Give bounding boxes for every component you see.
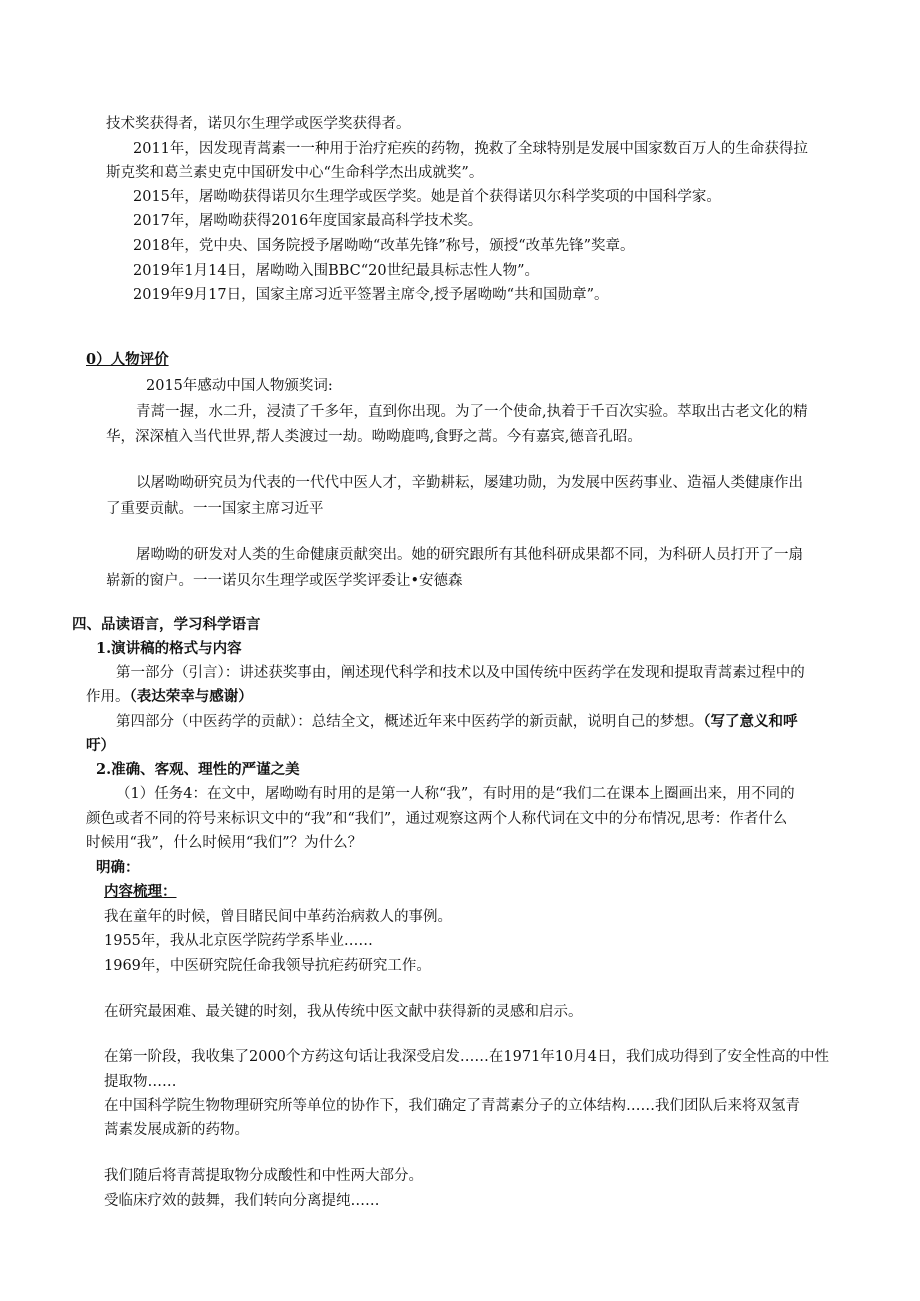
awards-2011-line-b: 斯克奖和葛兰素史克中国研发中心“生命科学杰出成就奖”。 [106,165,484,181]
quote2-line-a: 以屠呦呦研究员为代表的一代代中医人才，辛勤耕耘，屡建功勋，为发展中医药事业、造福人类健康作出 [136,475,803,491]
content-line-7: 我们随后将青蒿提取物分成酸性和中性两大部分。 [104,1168,423,1184]
section4-sub1: 1.演讲稿的格式与内容 [96,640,242,657]
content-line-2: 1955年，我从北京医学院药学系毕业…… [104,933,373,949]
task-line-a: （1）任务4：在文中，屠呦呦有时用的是第一人称“我”，有时用的是“我们二在课本上圈画出来，用不同的 [116,786,795,802]
awards-2017: 2017年，屠呦呦获得2016年度国家最高科学技术奖。 [133,213,483,229]
content-line-5b: 提取物…… [104,1074,177,1090]
quote1-line-a: 青蒿一握，水二升，浸渍了千多年，直到你出现。为了一个使命,执着于千百次实验。萃取出古老文化的精 [136,404,808,420]
awards-2019-jan: 2019年1月14日，屠呦呦入围BBC“20世纪最具标志性人物”。 [133,263,540,279]
awards-2019-sep: 2019年9月17日，国家主席习近平签署主席令,授予屠呦呦“共和国勋章”。 [133,287,609,303]
awards-line-0: 技术奖获得者，诺贝尔生理学或医学奖获得者。 [106,116,411,132]
content-title: 内容梳理： [104,883,177,900]
content-line-6b: 蒿素发展成新的药物。 [104,1122,249,1138]
evaluation-intro: 2015年感动中国人物颁奖词: [146,378,333,394]
part4-line-b: 吁） [86,737,115,754]
part4-line-a [116,710,798,734]
quote3-line-b: 崭新的窗户。一一诺贝尔生理学或医学奖评委让•安德森 [106,573,463,589]
content-line-4: 在研究最困难、最关键的时刻，我从传统中医文献中获得新的灵感和启示。 [104,1004,583,1020]
awards-2015: 2015年，屠呦呦获得诺贝尔生理学或医学奖。她是首个获得诺贝尔科学奖项的中国科学家。 [133,189,721,205]
part4-text: 第四部分（中医药学的贡献）：总结全文，概述近年来中医药学的新贡献，说明自己的梦想。 [116,714,704,730]
quote1-line-b: 华，深深植入当代世界,帮人类渡过一劫。呦呦鹿鸣,食野之蒿。今有嘉宾,德音孔昭。 [106,429,642,445]
awards-2018: 2018年，党中央、国务院授予屠呦呦“改革先锋”称号，颁授“改革先锋”奖章。 [133,238,635,254]
content-line-1: 我在童年的时候，曾目睹民间中革药治病救人的事例。 [104,909,452,925]
quote2-line-b: 了重要贡献。一一国家主席习近平 [106,501,324,517]
content-line-6a: 在中国科学院生物物理研究所等单位的协作下，我们确定了青蒿素分子的立体结构……我们团队后来将双氢青 [104,1098,800,1114]
task-line-c: 时候用“我”，什么时候用“我们”？为什么？ [86,835,363,851]
part1-text: 作用。 [86,689,130,705]
part1-line-b [86,685,253,709]
evaluation-heading: 0）人物评价 [86,351,169,368]
content-line-5a: 在第一阶段，我收集了2000个方药这句话让我深受启发……在1971年10月4日，我们成功得到了安全性高的中性 [104,1049,829,1065]
quote3-line-a: 屠呦呦的研发对人类的生命健康贡献突出。她的研究跟所有其他科研成果都不同，为科研人员打开了一扇 [136,547,803,563]
part1-note: （表达荣幸与感谢） [129,688,253,705]
part4-note: （写了意义和呼 [703,713,798,730]
section4-heading: 四、品读语言，学习科学语言 [72,616,261,633]
content-line-8: 受临床疗效的鼓舞，我们转向分离提纯…… [104,1193,380,1209]
part1-line-a: 第一部分（引言）：讲述获奖事由，阐述现代科学和技术以及中国传统中医药学在发现和提取青蒿素过程中的 [116,665,805,681]
answer-label: 明确： [96,859,140,876]
content-line-3: 1969年，中医研究院任命我领导抗疟药研究工作。 [104,958,431,974]
task-line-b: 颜色或者不同的符号来标识文中的“我”和“我们”，通过观察这两个人称代词在文中的分布情况,思考：作者什么 [86,811,788,827]
awards-2011-line-a: 2011年，因发现青蒿素一一种用于治疗疟疾的药物，挽救了全球特别是发展中国家数百万人的生命获得拉 [133,141,808,157]
section4-sub2: 2.准确、客观、理性的严谨之美 [96,761,300,778]
